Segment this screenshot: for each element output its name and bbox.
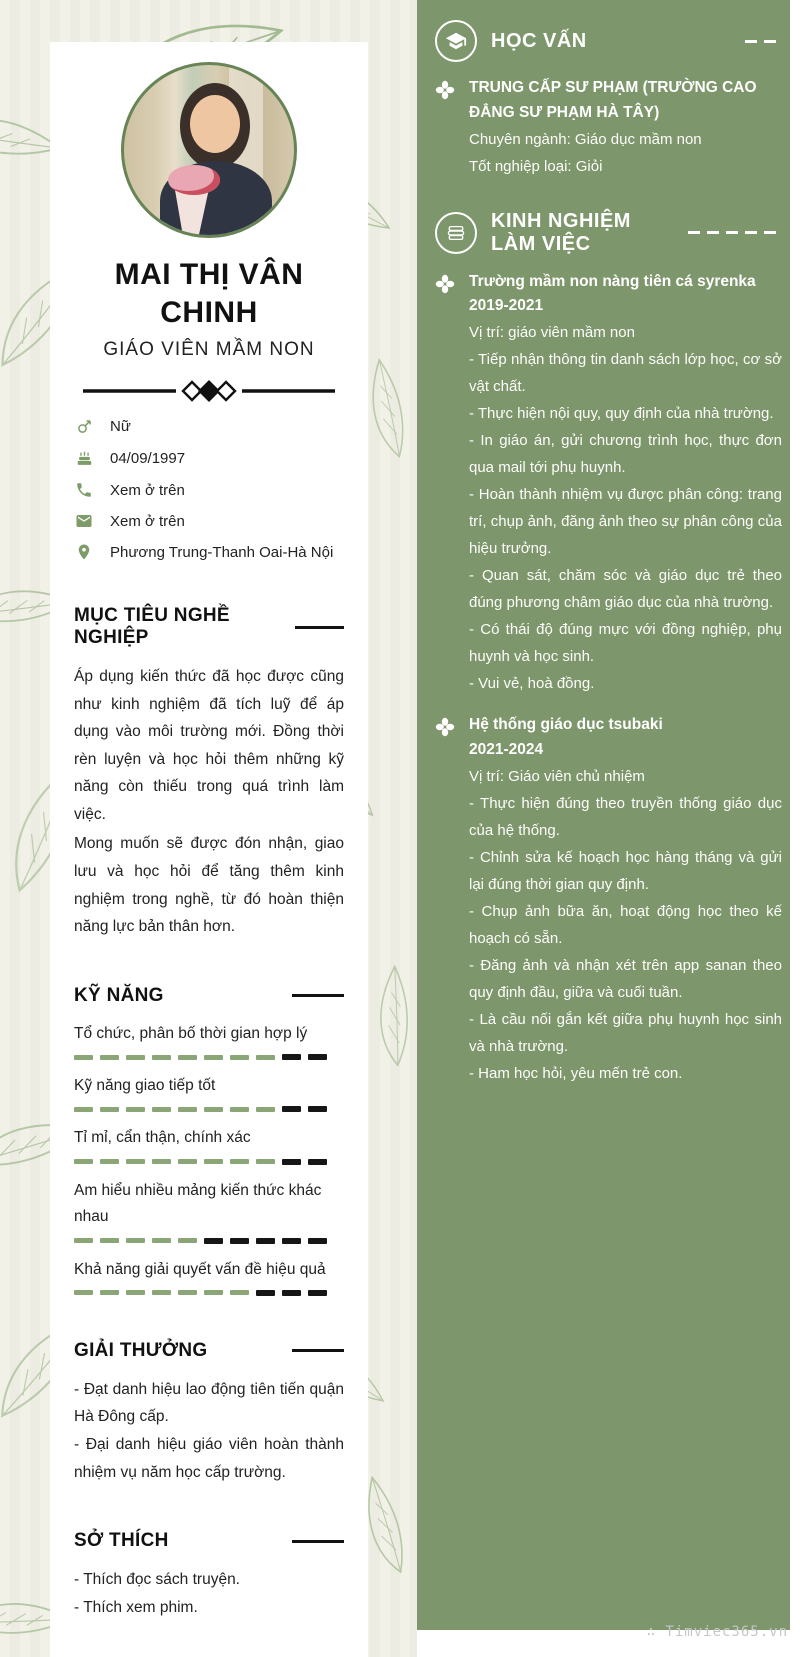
dob-value: 04/09/1997 xyxy=(110,450,186,467)
award-list xyxy=(74,1376,344,1486)
gender-icon xyxy=(74,417,94,436)
left-column xyxy=(50,42,368,1657)
education-section xyxy=(435,20,782,180)
email-value: Xem ở trên xyxy=(110,512,185,530)
company-name: Trường mầm non nàng tiên cá syrenka xyxy=(469,272,756,290)
job-duties xyxy=(469,346,782,697)
objective-heading: MỤC TIÊU NGHỀ NGHIỆP xyxy=(74,605,230,648)
job-duty-line: - Tiếp nhận thông tin danh sách lớp học, cơ sở vật chất. xyxy=(469,351,782,396)
job-title: GIÁO VIÊN MẦM NON xyxy=(103,339,315,360)
job-duty-line: - Có thái độ đúng mực với đồng nghiệp, phụ huynh và học sinh. xyxy=(469,621,782,666)
heading-rule xyxy=(292,994,344,997)
right-panel xyxy=(417,0,790,1630)
job-duty-line: - Chụp ảnh bữa ăn, hoạt động học theo kế hoạch có sẵn. xyxy=(469,902,782,947)
location-pin-icon xyxy=(74,543,94,561)
job-duty-line: - Vui vẻ, hoà đồng. xyxy=(469,675,595,693)
education-entry xyxy=(435,76,782,180)
skill-level-bar xyxy=(74,1159,344,1165)
site-watermark: ∴ Timviec365.vn xyxy=(646,1624,788,1640)
education-header xyxy=(435,20,782,62)
header-dashes xyxy=(745,40,776,43)
award-item: - Đạt danh hiệu lao động tiên tiến quận Hà Đông cấp. xyxy=(74,1380,344,1426)
skill-item xyxy=(74,1073,344,1112)
job-duty-line: - Thực hiện đúng theo truyền thống giáo dục của hệ thống. xyxy=(469,794,782,839)
heading-rule xyxy=(295,626,344,629)
contact-info xyxy=(74,417,344,561)
skill-item xyxy=(74,1125,344,1164)
school-name: TRUNG CẤP SƯ PHẠM (TRƯỜNG CAO ĐẲNG SƯ PHẠM HÀ TÂY) xyxy=(469,79,757,121)
contact-address xyxy=(74,543,344,561)
diamond-divider xyxy=(74,379,344,403)
skill-item xyxy=(74,1021,344,1060)
skill-label: Tổ chức, phân bố thời gian hợp lý xyxy=(74,1024,308,1042)
clover-bullet-icon xyxy=(435,270,457,698)
skills-header xyxy=(74,985,344,1007)
contact-gender xyxy=(74,417,344,436)
job-duty-line: - In giáo án, gửi chương trình học, thực đơn qua mail tới phụ huynh. xyxy=(469,432,782,477)
person-name xyxy=(74,256,344,331)
clover-bullet-icon xyxy=(435,713,457,1087)
education-heading: HỌC VẤN xyxy=(491,29,587,52)
company-name: Hệ thống giáo dục tsubaki xyxy=(469,716,663,734)
skill-label: Tỉ mỉ, cẩn thận, chính xác xyxy=(74,1129,251,1147)
skill-level-bar xyxy=(74,1238,344,1244)
skill-item xyxy=(74,1257,344,1296)
hobbies-header xyxy=(74,1530,344,1552)
objective-paragraph-2: Mong muốn sẽ được đón nhận, giao lưu và học hỏi để tăng thêm kinh nghiệm trong nghề, từ đó hoàn thiện năng lực bản thân hơn. xyxy=(74,835,344,936)
header-dashes xyxy=(688,231,776,234)
hobby-list xyxy=(74,1566,344,1621)
job-duty-line: - Đăng ảnh và nhận xét trên app sanan theo quy định đầu, giữa và cuối tuần. xyxy=(469,956,782,1001)
clover-bullet-icon xyxy=(435,76,457,180)
skills-heading: KỸ NĂNG xyxy=(74,984,164,1006)
profile-photo xyxy=(121,62,297,238)
skill-label: Am hiểu nhiều mảng kiến thức khác nhau xyxy=(74,1181,322,1226)
mail-icon xyxy=(74,512,94,530)
books-icon xyxy=(435,212,477,254)
contact-dob xyxy=(74,449,344,468)
skill-level-bar xyxy=(74,1054,344,1060)
job-duty-line: - Hoàn thành nhiệm vụ được phân công: trang trí, chụp ảnh, đăng ảnh theo sự phân công của hiệu trưởng. xyxy=(469,486,782,558)
skill-item xyxy=(74,1178,344,1244)
job-duty-line: - Chỉnh sửa kế hoạch học hàng tháng và gửi lại đúng thời gian quy định. xyxy=(469,848,782,893)
awards-header xyxy=(74,1340,344,1362)
heading-rule xyxy=(292,1540,344,1543)
birthday-cake-icon xyxy=(74,449,94,468)
skill-label: Khả năng giải quyết vấn đề hiệu quả xyxy=(74,1260,326,1278)
name-line-2: CHINH xyxy=(160,295,258,329)
skill-label: Kỹ năng giao tiếp tốt xyxy=(74,1077,216,1095)
contact-email xyxy=(74,512,344,530)
job-period: 2019-2021 xyxy=(469,297,544,315)
experience-entry xyxy=(435,713,782,1087)
phone-value: Xem ở trên xyxy=(110,481,185,499)
education-grade: Tốt nghiệp loại: Giỏi xyxy=(469,157,603,175)
experience-list xyxy=(435,270,782,1087)
job-duties xyxy=(469,790,782,1087)
job-duty-line: - Ham học hỏi, yêu mến trẻ con. xyxy=(469,1064,683,1082)
phone-icon xyxy=(74,481,94,499)
hobby-item: - Thích đọc sách truyện. xyxy=(74,1571,240,1589)
job-period: 2021-2024 xyxy=(469,740,544,758)
graduation-cap-icon xyxy=(435,20,477,62)
heading-rule xyxy=(292,1349,344,1352)
hobbies-heading: SỞ THÍCH xyxy=(74,1530,169,1552)
contact-phone xyxy=(74,481,344,499)
name-line-1: MAI THỊ VÂN xyxy=(114,258,304,291)
experience-header xyxy=(435,210,782,256)
hobby-item: - Thích xem phim. xyxy=(74,1598,198,1616)
job-duty-line: - Quan sát, chăm sóc và giáo dục trẻ theo đúng phương châm giáo dục của nhà trường. xyxy=(469,567,782,612)
address-value: Phương Trung-Thanh Oai-Hà Nội xyxy=(110,543,334,561)
skill-level-bar xyxy=(74,1290,344,1296)
objective-header xyxy=(74,605,344,649)
job-duty-line: - Là cầu nối gắn kết giữa phụ huynh học sinh và nhà trường. xyxy=(469,1010,782,1055)
gender-value: Nữ xyxy=(110,418,131,435)
job-duty-line: - Thực hiện nội quy, quy định của nhà trường. xyxy=(469,405,774,423)
job-position: Vị trí: giáo viên mầm non xyxy=(469,324,635,342)
experience-entry xyxy=(435,270,782,698)
experience-heading: KINH NGHIỆM LÀM VIỆC xyxy=(491,209,631,255)
skill-list xyxy=(74,1021,344,1296)
skill-level-bar xyxy=(74,1106,344,1112)
experience-section xyxy=(435,210,782,1087)
awards-heading: GIẢI THƯỞNG xyxy=(74,1339,208,1361)
objective-paragraph-1: Áp dụng kiến thức đã học được cũng như kinh nghiệm đã tích luỹ để áp dụng vào môi trường mới. Đồng thời rèn luyện và học hỏi thêm những kỹ năng còn thiếu trong quá trình làm việc. xyxy=(74,668,344,823)
education-major: Chuyên ngành: Giáo dục mầm non xyxy=(469,130,702,148)
award-item: - Đại danh hiệu giáo viên hoàn thành nhiệm vụ năm học cấp trường. xyxy=(74,1436,344,1481)
job-position: Vị trí: Giáo viên chủ nhiệm xyxy=(469,767,645,785)
